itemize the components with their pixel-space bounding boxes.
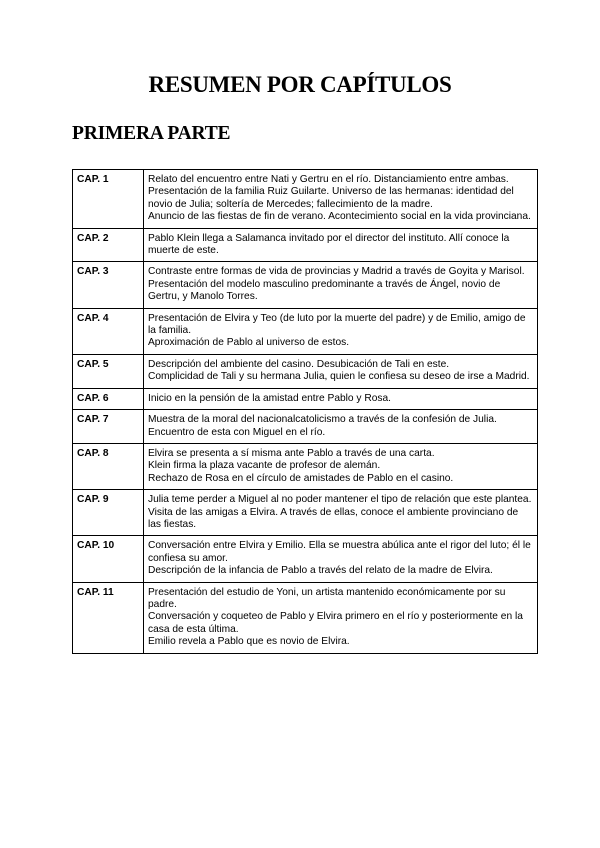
page-title: RESUMEN POR CAPÍTULOS xyxy=(148,72,452,97)
summary-line: Conversación entre Elvira y Emilio. Ella se muestra abúlica ante el rigor del luto; él le confiesa su amor. xyxy=(148,540,531,564)
summary-line: Inicio en la pensión de la amistad entre Pablo y Rosa. xyxy=(148,392,391,404)
table-row xyxy=(73,536,538,582)
chapter-summary xyxy=(144,228,538,262)
chapter-number: CAP. 7 xyxy=(73,410,144,444)
chapter-summary xyxy=(144,170,538,229)
chapter-number: CAP. 1 xyxy=(73,170,144,229)
summary-line: Presentación de la familia Ruiz Guilarte. Universo de las hermanas: identidad del novio de Julia; soltería de Mercedes; fallecimiento de la madre. xyxy=(148,186,514,210)
chapter-summary xyxy=(144,262,538,308)
table-row xyxy=(73,443,538,489)
chapter-summary xyxy=(144,410,538,444)
summary-line: Anuncio de las fiestas de fin de verano. Acontecimiento social en la vida provinciana. xyxy=(148,211,531,223)
summary-line: Visita de las amigas a Elvira. A través de ellas, conoce el ambiente provinciano de las fiestas. xyxy=(148,506,519,530)
table-row xyxy=(73,582,538,653)
table-row xyxy=(73,410,538,444)
summary-line: Contraste entre formas de vida de provincias y Madrid a través de Goyita y Marisol. xyxy=(148,266,525,278)
summary-line: Aproximación de Pablo al universo de estos. xyxy=(148,337,350,349)
summary-line: Presentación de Elvira y Teo (de luto por la muerte del padre) y de Emilio, amigo de la familia. xyxy=(148,312,526,337)
chapter-summary xyxy=(144,536,538,582)
chapter-table-body xyxy=(73,170,538,654)
summary-line: Relato del encuentro entre Nati y Gertru en el río. Distanciamiento entre ambas. xyxy=(148,174,509,185)
summary-line: Pablo Klein llega a Salamanca invitado por el director del instituto. Allí conoce la muerte de este. xyxy=(148,232,510,257)
summary-line: Descripción de la infancia de Pablo a través del relato de la madre de Elvira. xyxy=(148,565,493,577)
chapter-number: CAP. 2 xyxy=(73,228,144,262)
chapter-number: CAP. 3 xyxy=(73,262,144,308)
chapter-number: CAP. 9 xyxy=(73,490,144,536)
section-heading: PRIMERA PARTE xyxy=(72,123,231,144)
summary-line: Klein firma la plaza vacante de profesor de alemán. xyxy=(148,460,381,472)
table-row xyxy=(73,388,538,409)
table-row xyxy=(73,354,538,388)
chapter-summary xyxy=(144,443,538,489)
chapter-number: CAP. 10 xyxy=(73,536,144,582)
summary-line: Encuentro de esta con Miguel en el río. xyxy=(148,426,326,438)
chapter-number: CAP. 5 xyxy=(73,354,144,388)
summary-line: Muestra de la moral del nacionalcatolicismo a través de la confesión de Julia. xyxy=(148,414,497,426)
table-row xyxy=(73,262,538,308)
chapter-summary xyxy=(144,388,538,409)
chapter-summary xyxy=(144,308,538,354)
summary-line: Julia teme perder a Miguel al no poder mantener el tipo de relación que este plantea. xyxy=(148,494,532,506)
chapter-number: CAP. 4 xyxy=(73,308,144,354)
summary-line: Rechazo de Rosa en el círculo de amistades de Pablo en el casino. xyxy=(148,472,454,484)
chapter-summary xyxy=(144,354,538,388)
summary-line: Conversación y coqueteo de Pablo y Elvira primero en el río y posteriormente en la casa de esta última. xyxy=(148,611,523,635)
chapter-summary xyxy=(144,582,538,653)
summary-line: Descripción del ambiente del casino. Desubicación de Tali en este. xyxy=(148,358,450,370)
chapter-summary xyxy=(144,490,538,536)
table-row xyxy=(73,228,538,262)
chapter-number: CAP. 6 xyxy=(73,388,144,409)
chapter-number: CAP. 8 xyxy=(73,443,144,489)
table-row xyxy=(73,308,538,354)
chapter-number: CAP. 11 xyxy=(73,582,144,653)
table-row xyxy=(73,170,538,229)
summary-line: Complicidad de Tali y su hermana Julia, quien le confiesa su deseo de irse a Madrid. xyxy=(148,371,530,383)
chapter-summary-table xyxy=(72,169,538,654)
summary-line: Presentación del modelo masculino predominante a través de Ángel, novio de Gertru, y Manolo Torres. xyxy=(148,278,501,303)
summary-line: Elvira se presenta a sí misma ante Pablo a través de una carta. xyxy=(148,447,435,459)
summary-line: Emilio revela a Pablo que es novio de Elvira. xyxy=(148,636,350,648)
table-row xyxy=(73,490,538,536)
summary-line: Presentación del estudio de Yoni, un artista mantenido económicamente por su padre. xyxy=(148,586,506,610)
